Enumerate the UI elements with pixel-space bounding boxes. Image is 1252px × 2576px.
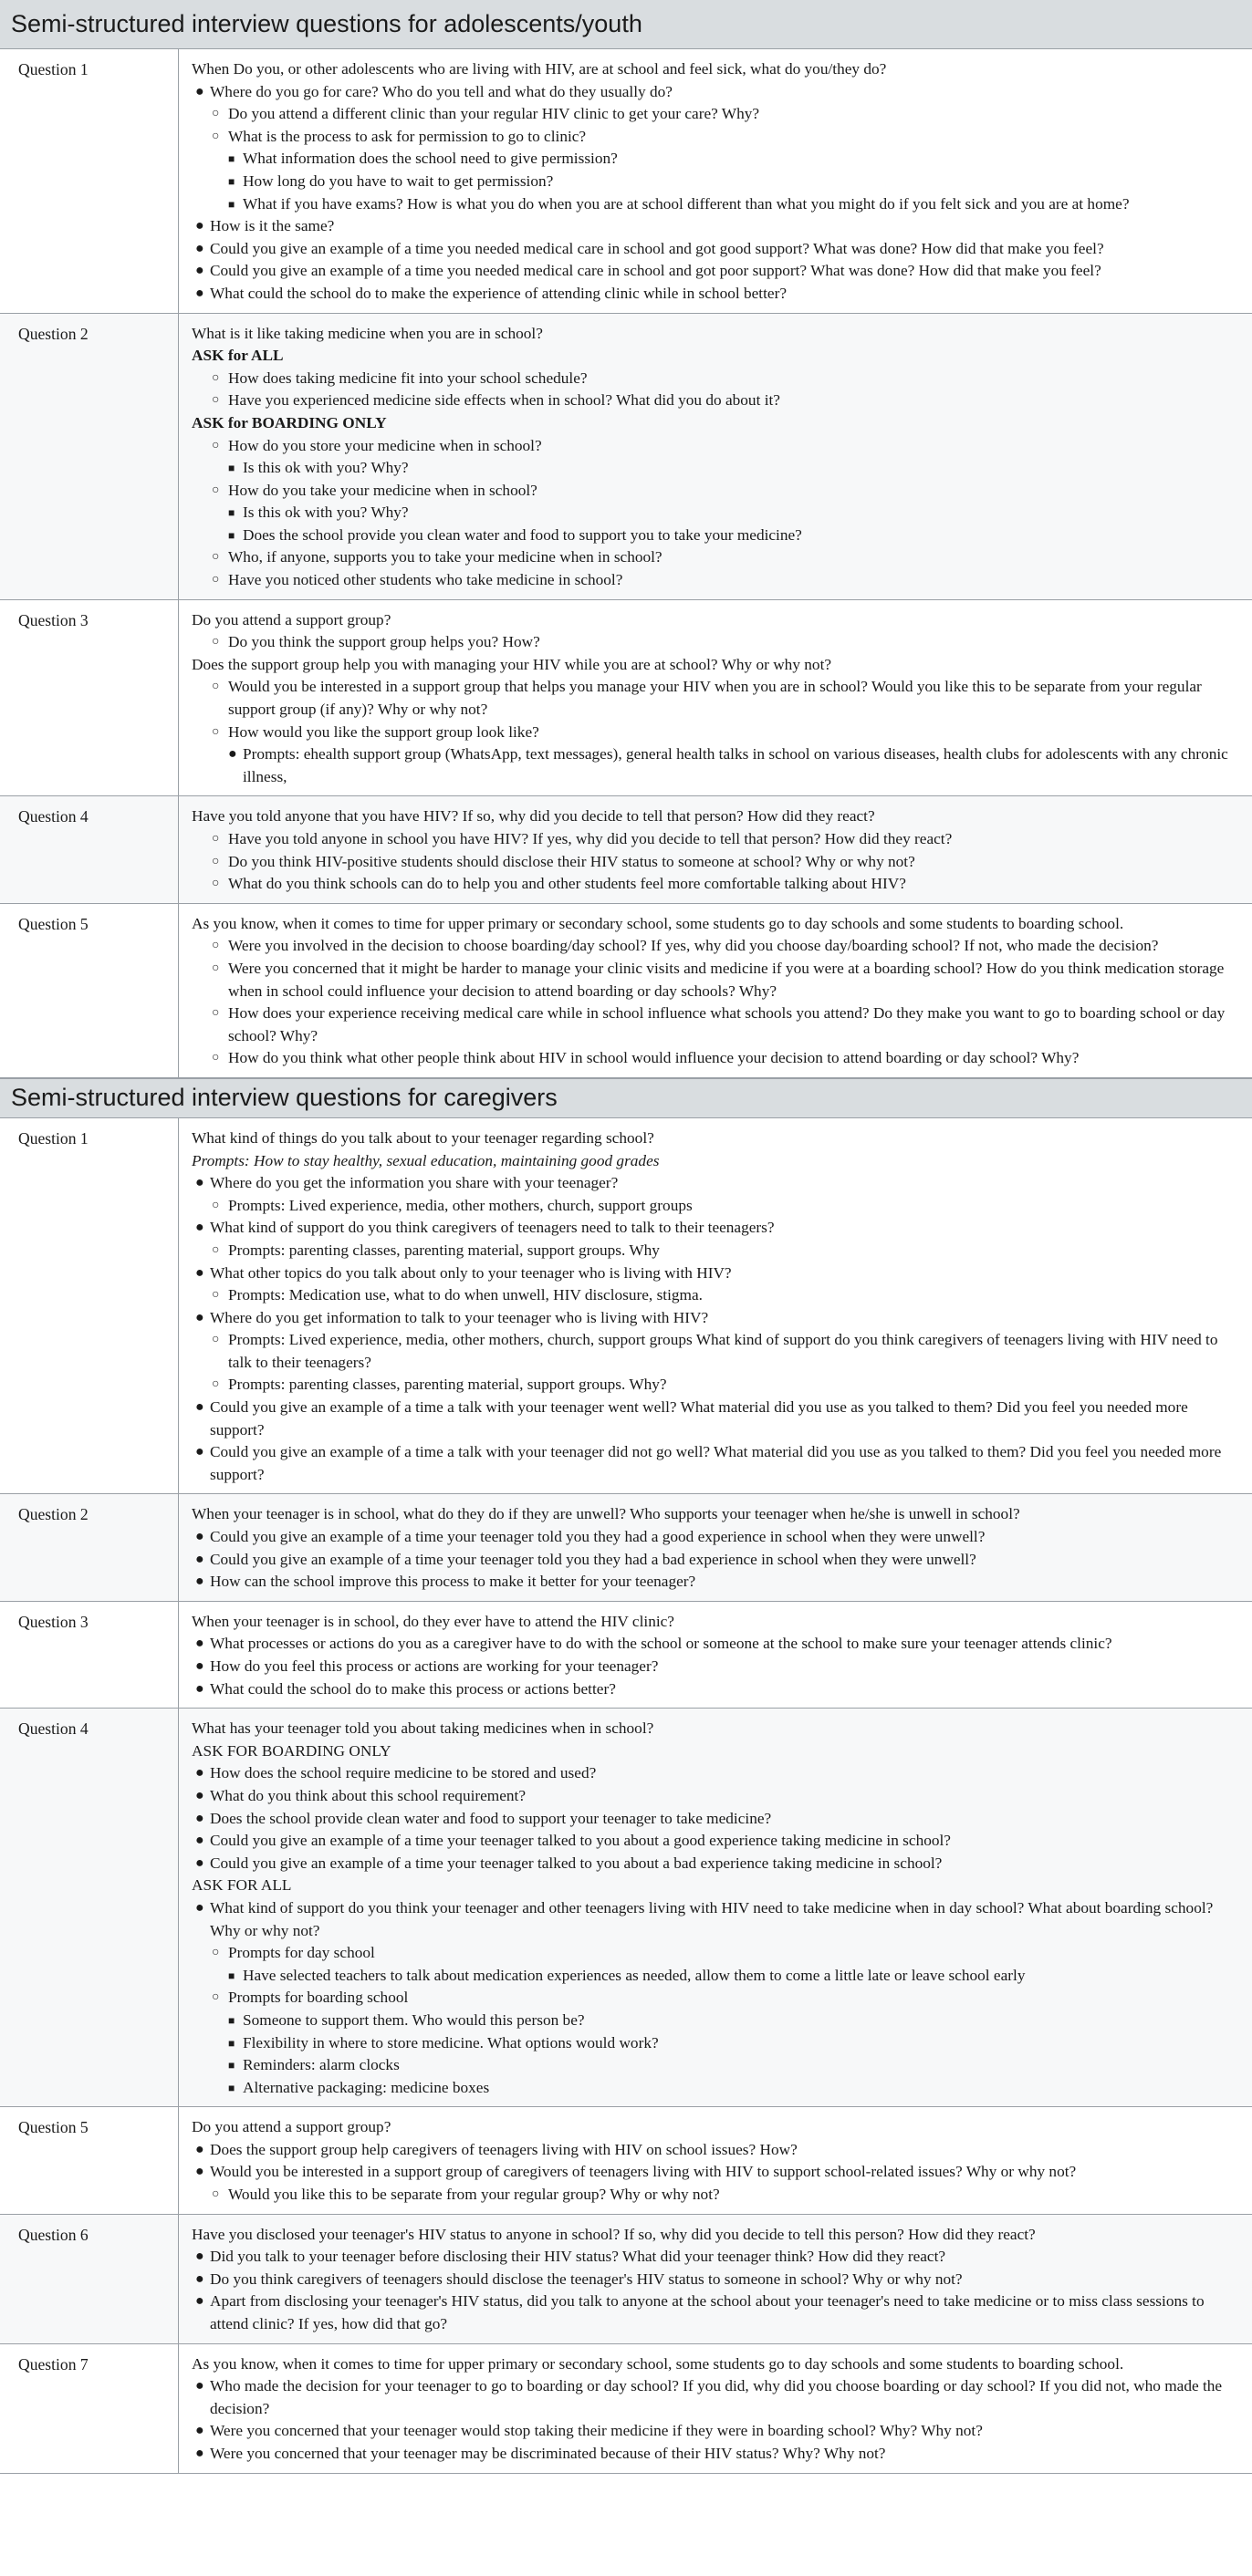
question-text — [192, 1503, 1239, 1526]
disc-bullet-icon: ● — [195, 2378, 204, 2394]
circle-bullet-icon: ○ — [212, 1333, 220, 1347]
disc-bullet-icon: ● — [195, 2293, 204, 2310]
disc-bullet-icon: ● — [195, 1680, 204, 1697]
line-text: Prompts: Medication use, what to do when unwell, HIV disclosure, stigma. — [228, 1286, 703, 1304]
line-text: When your teenager is in school, what do they do if they are unwell? Who supports your teenager when he/she is unwell in school? — [192, 1505, 1020, 1523]
question-text — [192, 1875, 1239, 1897]
line-text: What kind of support do you think your teenager and other teenagers living with HIV need to take medicine when in day school? What about boarding school? Why or why not? — [210, 1898, 1214, 1939]
disc-bullet-icon: ● — [195, 1833, 204, 1849]
circle-bullet-icon: ○ — [212, 635, 220, 649]
prompt-item — [192, 2375, 1239, 2420]
question-text — [192, 2353, 1239, 2376]
question-label: Question 4 — [0, 796, 179, 902]
prompt-item — [192, 283, 1239, 306]
line-text: Could you give an example of a time your teenager told you they had a good experience in school when they were unwell? — [210, 1528, 986, 1546]
prompt-item — [192, 103, 1239, 126]
question-label: Question 7 — [0, 2344, 179, 2473]
prompt-item — [192, 676, 1239, 721]
prompt-item — [192, 1047, 1239, 1070]
line-text: Where do you go for care? Who do you tell and what do they usually do? — [210, 82, 673, 100]
question-content — [179, 49, 1252, 313]
line-text: Have you experienced medicine side effects when in school? What did you do about it? — [228, 391, 780, 410]
circle-bullet-icon: ○ — [212, 961, 220, 975]
circle-bullet-icon: ○ — [212, 2187, 220, 2202]
question-text — [192, 1127, 1239, 1150]
circle-bullet-icon: ○ — [212, 832, 220, 846]
prompt-item — [192, 1942, 1239, 1965]
disc-bullet-icon: ● — [195, 83, 204, 99]
line-text: Do you attend a different clinic than your regular HIV clinic to get your care? Why? — [228, 105, 760, 123]
prompt-item — [192, 126, 1239, 149]
disc-bullet-icon: ● — [195, 1220, 204, 1236]
line-text: ASK FOR ALL — [192, 1876, 292, 1895]
circle-bullet-icon: ○ — [212, 438, 220, 452]
prompt-item — [192, 1656, 1239, 1678]
disc-bullet-icon: ● — [195, 1636, 204, 1652]
prompt-item — [192, 851, 1239, 874]
prompt-item — [192, 1262, 1239, 1285]
prompt-item — [192, 148, 1239, 171]
prompt-item — [192, 193, 1239, 216]
line-text: Were you concerned that your teenager would stop taking their medicine if they were in boarding school? Why? Why not? — [210, 2422, 983, 2440]
square-bullet-icon: ■ — [228, 1968, 235, 1982]
circle-bullet-icon: ○ — [212, 1990, 220, 2005]
prompt-item — [192, 390, 1239, 412]
disc-bullet-icon: ● — [195, 1264, 204, 1281]
circle-bullet-icon: ○ — [212, 483, 220, 497]
question-text — [192, 345, 1239, 368]
line-text: Apart from disclosing your teenager's HIV status, did you talk to anyone at the school about your teenager's need to take medicine or to miss class sessions to attend clinic? If yes, how did that go? — [210, 2292, 1205, 2333]
circle-bullet-icon: ○ — [212, 680, 220, 694]
prompt-item — [192, 2269, 1239, 2291]
prompt-item — [192, 1762, 1239, 1785]
prompt-item — [192, 171, 1239, 193]
line-text: Do you attend a support group? — [192, 610, 391, 628]
line-text: How would you like the support group look like? — [228, 722, 539, 741]
disc-bullet-icon: ● — [195, 2446, 204, 2461]
prompt-item — [192, 1172, 1239, 1195]
line-text: Who, if anyone, supports you to take your medicine when in school? — [228, 548, 663, 566]
line-text: Were you concerned that your teenager may be discriminated because of their HIV status? Why? Why not? — [210, 2445, 886, 2462]
line-text: Does the support group help caregivers of teenagers living with HIV on school issues? How? — [210, 2140, 798, 2158]
line-text: Would you be interested in a support group that helps you manage your HIV when you are in school? Would you like this to be separate from your regular support group (if any)? Why or why not? — [228, 678, 1202, 719]
question-content — [179, 2107, 1252, 2213]
circle-bullet-icon: ○ — [212, 393, 220, 408]
question-label: Question 2 — [0, 1494, 179, 1600]
line-text: How can the school improve this process to make it better for your teenager? — [210, 1573, 696, 1591]
question-row — [0, 314, 1252, 600]
line-text: Prompts for day school — [228, 1944, 375, 1962]
question-row — [0, 1709, 1252, 2107]
prompt-item — [192, 1678, 1239, 1701]
prompt-item — [192, 2290, 1239, 2335]
prompt-item — [192, 215, 1239, 238]
circle-bullet-icon: ○ — [212, 370, 220, 385]
prompt-item — [192, 1307, 1239, 1330]
line-text: Have you disclosed your teenager's HIV status to anyone in school? If so, why did you decide to tell this person? How did they react? — [192, 2225, 1036, 2243]
question-label: Question 4 — [0, 1709, 179, 2106]
line-text: Prompts: parenting classes, parenting material, support groups. Why? — [228, 1376, 667, 1394]
line-text: Where do you get the information you share with your teenager? — [210, 1174, 619, 1192]
square-bullet-icon: ■ — [228, 2059, 235, 2072]
line-text: Could you give an example of a time a talk with your teenager went well? What material did you use as you talked to them? Did you feel you needed more support? — [210, 1398, 1188, 1439]
circle-bullet-icon: ○ — [212, 1288, 220, 1303]
prompt-item — [192, 260, 1239, 283]
disc-bullet-icon: ● — [195, 1810, 204, 1826]
question-label: Question 1 — [0, 1118, 179, 1494]
question-row — [0, 1118, 1252, 1495]
question-text — [192, 609, 1239, 632]
prompt-item — [192, 2161, 1239, 2184]
question-content — [179, 1602, 1252, 1708]
disc-bullet-icon: ● — [195, 1309, 204, 1325]
disc-bullet-icon: ● — [195, 1551, 204, 1567]
line-text: Flexibility in where to store medicine. What options would work? — [243, 2033, 659, 2051]
line-text: Have you noticed other students who take medicine in school? — [228, 571, 623, 589]
line-text: Prompts: parenting classes, parenting material, support groups. Why — [228, 1241, 660, 1259]
prompt-item — [192, 1853, 1239, 1875]
line-text: Have selected teachers to talk about medication experiences as needed, allow them to come a little late or leave school early — [243, 1966, 1026, 1984]
question-text — [192, 1740, 1239, 1763]
prompt-item — [192, 238, 1239, 261]
prompt-item — [192, 1374, 1239, 1397]
line-text: Do you attend a support group? — [192, 2118, 391, 2136]
disc-bullet-icon: ● — [195, 2423, 204, 2439]
line-text: What if you have exams? How is what you do when you are at school different than what you might do if you felt sick and you are at home? — [243, 194, 1130, 213]
line-text: What has your teenager told you about taking medicines when in school? — [192, 1719, 654, 1738]
question-text — [192, 805, 1239, 828]
line-text: Is this ok with you? Why? — [243, 459, 409, 477]
line-text: As you know, when it comes to time for upper primary or secondary school, some students go to day schools and some students to boarding school. — [192, 914, 1124, 932]
prompt-item — [192, 1808, 1239, 1831]
circle-bullet-icon: ○ — [212, 1006, 220, 1021]
question-content — [179, 600, 1252, 796]
line-text: What kind of things do you talk about to your teenager regarding school? — [192, 1128, 654, 1147]
line-text: How do you take your medicine when in school? — [228, 481, 537, 499]
prompt-item — [192, 1002, 1239, 1047]
line-text: Do you think HIV-positive students should disclose their HIV status to someone at school? Why or why not? — [228, 852, 915, 870]
circle-bullet-icon: ○ — [212, 573, 220, 587]
prompt-item — [192, 1526, 1239, 1549]
line-text: How does taking medicine fit into your school schedule? — [228, 369, 588, 387]
line-text: Prompts: Lived experience, media, other mothers, church, support groups — [228, 1196, 693, 1214]
disc-bullet-icon: ● — [195, 1787, 204, 1803]
line-text: Prompts: Lived experience, media, other mothers, church, support groups What kind of support do you think caregivers of teenagers living with HIV need to talk to their teenagers? — [228, 1331, 1218, 1371]
line-text: When Do you, or other adolescents who are living with HIV, are at school and feel sick, what do you/they do? — [192, 60, 887, 78]
prompt-item — [192, 1830, 1239, 1853]
prompt-item — [192, 2246, 1239, 2269]
prompt-item — [192, 2077, 1239, 2100]
prompt-item — [192, 2443, 1239, 2466]
circle-bullet-icon: ○ — [212, 854, 220, 868]
question-content — [179, 1709, 1252, 2106]
prompt-item — [192, 502, 1239, 525]
question-row — [0, 49, 1252, 314]
prompt-item — [192, 2054, 1239, 2077]
question-content — [179, 314, 1252, 599]
question-row — [0, 2344, 1252, 2474]
question-content — [179, 904, 1252, 1077]
line-text: Someone to support them. Who would this person be? — [243, 2010, 585, 2029]
question-row — [0, 1494, 1252, 1601]
prompt-item — [192, 1549, 1239, 1572]
prompt-item — [192, 1284, 1239, 1307]
line-text: What is it like taking medicine when you are in school? — [192, 324, 543, 342]
line-text: Who made the decision for your teenager to go to boarding or day school? If you did, why did you choose boarding or day school? If you did not, who made the decision? — [210, 2377, 1223, 2417]
disc-bullet-icon: ● — [195, 1574, 204, 1590]
prompt-item — [192, 480, 1239, 503]
question-content — [179, 796, 1252, 902]
circle-bullet-icon: ○ — [212, 1946, 220, 1960]
line-text: Were you concerned that it might be harder to manage your clinic visits and medicine if you were at a boarding school? How do you think medication storage when in school could influence your decision to attend boarding or day schools? Why? — [228, 959, 1225, 1000]
circle-bullet-icon: ○ — [212, 939, 220, 953]
prompt-item — [192, 1217, 1239, 1240]
prompt-item — [192, 935, 1239, 958]
square-bullet-icon: ■ — [228, 506, 235, 520]
circle-bullet-icon: ○ — [212, 1051, 220, 1065]
line-text: How does your experience receiving medical care while in school influence what schools you attend? Do they make you want to go to boarding school or day school? Why? — [228, 1004, 1226, 1044]
line-text: How do you store your medicine when in school? — [228, 436, 542, 454]
question-content — [179, 2344, 1252, 2473]
question-text — [192, 58, 1239, 81]
square-bullet-icon: ■ — [228, 152, 235, 166]
question-row — [0, 2107, 1252, 2214]
line-text: ASK for ALL — [192, 347, 284, 365]
circle-bullet-icon: ○ — [212, 550, 220, 565]
line-text: When your teenager is in school, do they ever have to attend the HIV clinic? — [192, 1612, 674, 1630]
line-text: What processes or actions do you as a caregiver have to do with the school or someone at the school to make sure your teenager attends clinic? — [210, 1635, 1112, 1653]
line-text: How does the school require medicine to be stored and used? — [210, 1764, 597, 1782]
line-text: How is it the same? — [210, 217, 335, 235]
line-text: What could the school do to make this process or actions better? — [210, 1679, 616, 1698]
circle-bullet-icon: ○ — [212, 129, 220, 143]
line-text: What is the process to ask for permission to go to clinic? — [228, 127, 587, 145]
circle-bullet-icon: ○ — [212, 1377, 220, 1392]
prompt-item — [192, 546, 1239, 569]
prompt-item — [192, 2010, 1239, 2032]
line-text: Would you be interested in a support group of caregivers of teenagers living with HIV to support school-related issues? Why or why not? — [210, 2163, 1077, 2181]
question-label: Question 1 — [0, 49, 179, 313]
line-text: Does the school provide you clean water and food to support you to take your medicine? — [243, 525, 802, 544]
square-bullet-icon: ■ — [228, 528, 235, 542]
question-text — [192, 654, 1239, 677]
line-text: Did you talk to your teenager before disclosing their HIV status? What did your teenager think? How did they react? — [210, 2248, 946, 2266]
question-text — [192, 913, 1239, 936]
question-content — [179, 1118, 1252, 1494]
line-text: Would you like this to be separate from your regular group? Why or why not? — [228, 2186, 720, 2204]
question-text — [192, 1150, 1239, 1173]
circle-bullet-icon: ○ — [212, 107, 220, 121]
prompt-item — [192, 743, 1239, 788]
disc-bullet-icon: ● — [195, 1899, 204, 1916]
circle-bullet-icon: ○ — [212, 877, 220, 891]
question-label: Question 5 — [0, 2107, 179, 2213]
disc-bullet-icon: ● — [195, 2270, 204, 2287]
prompt-item — [192, 1897, 1239, 1942]
line-text: Could you give an example of a time your teenager talked to you about a good experience taking medicine in school? — [210, 1832, 951, 1850]
prompt-item — [192, 1987, 1239, 2010]
prompt-item — [192, 525, 1239, 547]
question-row — [0, 2215, 1252, 2344]
line-text: Could you give an example of a time a talk with your teenager did not go well? What material did you use as you talked to them? Did you feel you needed more support? — [210, 1443, 1222, 1483]
question-content — [179, 2215, 1252, 2343]
line-text: Could you give an example of a time your teenager talked to you about a bad experience taking medicine in school? — [210, 1854, 943, 1872]
line-text: What information does the school need to give permission? — [243, 150, 618, 168]
line-text: Have you told anyone that you have HIV? If so, why did you decide to tell that person? How did they react? — [192, 807, 875, 826]
line-text: How do you think what other people think about HIV in school would influence your decision to attend boarding or day school? Why? — [228, 1049, 1080, 1067]
line-text: As you know, when it comes to time for upper primary or secondary school, some students go to day schools and some students to boarding school. — [192, 2354, 1124, 2373]
prompt-item — [192, 2032, 1239, 2055]
prompt-item — [192, 1329, 1239, 1374]
line-text: Could you give an example of a time your teenager told you they had a bad experience in school when they were unwell? — [210, 1550, 976, 1568]
line-text: Where do you get information to talk to your teenager who is living with HIV? — [210, 1308, 709, 1326]
prompt-item — [192, 2420, 1239, 2443]
square-bullet-icon: ■ — [228, 2013, 235, 2027]
disc-bullet-icon: ● — [195, 2164, 204, 2180]
prompt-item — [192, 457, 1239, 480]
line-text: Does the support group help you with managing your HIV while you are at school? Why or why not? — [192, 655, 832, 673]
disc-bullet-icon: ● — [195, 1399, 204, 1416]
prompt-item — [192, 958, 1239, 1002]
disc-bullet-icon: ● — [195, 285, 204, 301]
line-text: Were you involved in the decision to choose boarding/day school? If yes, why did you choose day/boarding school? If not, who made the decision? — [228, 937, 1159, 955]
disc-bullet-icon: ● — [195, 2249, 204, 2265]
square-bullet-icon: ■ — [228, 462, 235, 475]
circle-bullet-icon: ○ — [212, 1198, 220, 1212]
disc-bullet-icon: ● — [195, 1765, 204, 1781]
prompt-item — [192, 1195, 1239, 1218]
question-row — [0, 600, 1252, 797]
disc-bullet-icon: ● — [195, 240, 204, 256]
circle-bullet-icon: ○ — [212, 724, 220, 739]
question-text — [192, 1718, 1239, 1740]
prompt-item — [192, 368, 1239, 390]
square-bullet-icon: ■ — [228, 2036, 235, 2050]
disc-bullet-icon: ● — [195, 263, 204, 279]
question-row — [0, 796, 1252, 903]
line-text: ASK FOR BOARDING ONLY — [192, 1741, 391, 1760]
prompt-item — [192, 1633, 1239, 1656]
disc-bullet-icon: ● — [195, 1854, 204, 1871]
square-bullet-icon: ■ — [228, 2081, 235, 2094]
disc-bullet-icon: ● — [195, 1658, 204, 1674]
line-text: Alternative packaging: medicine boxes — [243, 2078, 490, 2096]
prompt-item — [192, 2139, 1239, 2162]
square-bullet-icon: ■ — [228, 174, 235, 188]
line-text: Reminders: alarm clocks — [243, 2056, 400, 2074]
line-text: What do you think schools can do to help you and other students feel more comfortable talking about HIV? — [228, 875, 906, 893]
prompt-item — [192, 1441, 1239, 1486]
disc-bullet-icon: ● — [228, 746, 237, 763]
line-text: Prompts for boarding school — [228, 1989, 409, 2007]
prompt-item — [192, 1785, 1239, 1808]
question-text — [192, 412, 1239, 435]
line-text: What could the school do to make the experience of attending clinic while in school better? — [210, 284, 787, 302]
disc-bullet-icon: ● — [195, 1175, 204, 1191]
question-row — [0, 904, 1252, 1078]
question-label: Question 3 — [0, 600, 179, 796]
prompt-item — [192, 569, 1239, 592]
prompt-item — [192, 631, 1239, 654]
line-text: Is this ok with you? Why? — [243, 504, 409, 522]
line-text: How do you feel this process or actions are working for your teenager? — [210, 1657, 659, 1675]
line-text: Prompts: ehealth support group (WhatsApp, text messages), general health talks in school on various diseases, health clubs for adolescents with any chronic illness, — [243, 745, 1228, 785]
question-label: Question 3 — [0, 1602, 179, 1708]
question-row — [0, 1602, 1252, 1709]
line-text: Do you think the support group helps you? How? — [228, 633, 540, 651]
line-text: Does the school provide clean water and food to support your teenager to take medicine? — [210, 1809, 772, 1827]
question-text — [192, 2224, 1239, 2247]
line-text: Could you give an example of a time you needed medical care in school and got poor support? What was done? How did that make you feel? — [210, 262, 1101, 280]
circle-bullet-icon: ○ — [212, 1242, 220, 1257]
question-label: Question 2 — [0, 314, 179, 599]
question-label: Question 5 — [0, 904, 179, 1077]
prompt-item — [192, 1397, 1239, 1441]
prompt-item — [192, 1240, 1239, 1262]
line-text: Could you give an example of a time you needed medical care in school and got good support? What was done? How did that make you feel? — [210, 239, 1104, 257]
prompt-item — [192, 1571, 1239, 1594]
prompt-item — [192, 1965, 1239, 1988]
disc-bullet-icon: ● — [195, 1444, 204, 1460]
line-text: ASK for BOARDING ONLY — [192, 413, 387, 431]
prompt-item — [192, 828, 1239, 851]
line-text: What kind of support do you think caregivers of teenagers need to talk to their teenagers? — [210, 1219, 775, 1237]
disc-bullet-icon: ● — [195, 2141, 204, 2157]
section-header: Semi-structured interview questions for adolescents/youth — [0, 0, 1252, 49]
prompt-item — [192, 435, 1239, 458]
line-text: What do you think about this school requirement? — [210, 1786, 527, 1804]
line-text: Do you think caregivers of teenagers should disclose the teenager's HIV status to someone in school? Why or why not? — [210, 2270, 963, 2288]
prompt-item — [192, 722, 1239, 744]
prompt-item — [192, 873, 1239, 896]
line-text: Prompts: How to stay healthy, sexual education, maintaining good grades — [192, 1151, 660, 1169]
prompt-item — [192, 2184, 1239, 2207]
question-text — [192, 1611, 1239, 1634]
question-text — [192, 323, 1239, 346]
prompt-item — [192, 81, 1239, 104]
disc-bullet-icon: ● — [195, 1529, 204, 1545]
question-label: Question 6 — [0, 2215, 179, 2343]
line-text: Have you told anyone in school you have HIV? If yes, why did you decide to tell that person? How did they react? — [228, 830, 953, 847]
line-text: How long do you have to wait to get permission? — [243, 171, 554, 190]
section-header: Semi-structured interview questions for caregivers — [0, 1078, 1252, 1118]
square-bullet-icon: ■ — [228, 197, 235, 211]
question-text — [192, 2116, 1239, 2139]
question-content — [179, 1494, 1252, 1600]
disc-bullet-icon: ● — [195, 218, 204, 234]
line-text: What other topics do you talk about only to your teenager who is living with HIV? — [210, 1263, 732, 1282]
